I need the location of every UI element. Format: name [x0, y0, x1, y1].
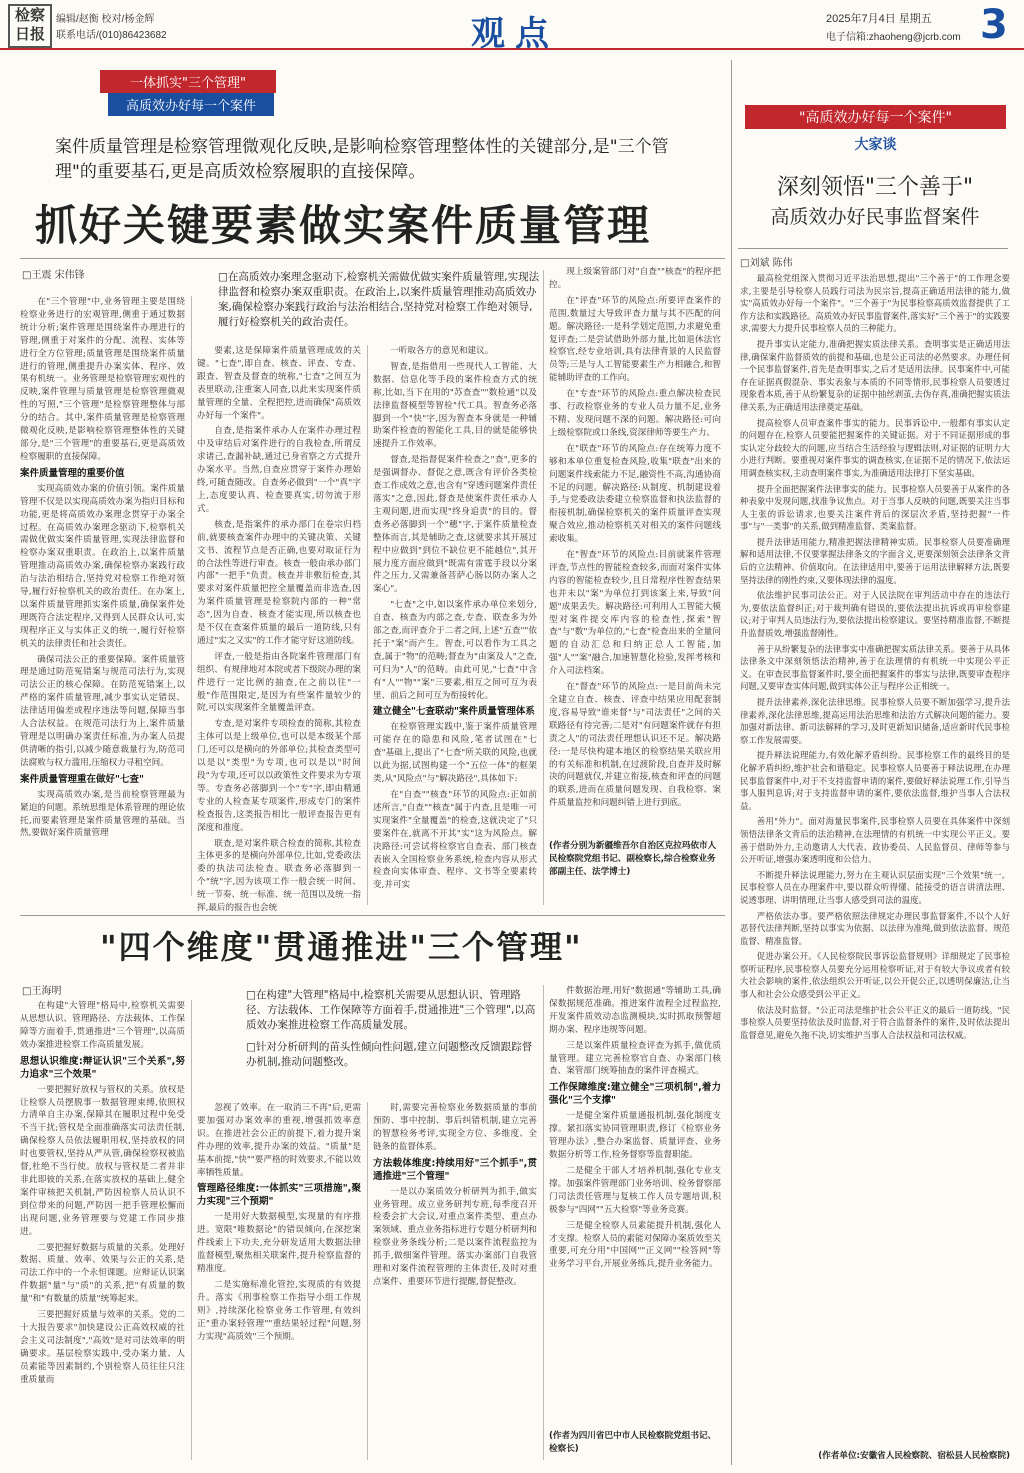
paragraph: "七查"之中,如以案件承办单位来划分,自查、核查为内部之查,专查、联查多为外部之查,而评查介于二者之间,上述"五查""依托于"案"而产生。智查,可以看作为工具之查,属于"物"的范畴;督查为"由案及人"之查,可归为"人"的范畴。由此可见,"七查"中含有"人""物""案"三要素,相互之间可互为表里、前后之间可互为衔接转化。 [373, 600, 537, 701]
paragraph: 严格依法办事。要严格依照法律规定办理民事监督案件,不以个人好恶替代法律判断,坚持以事实为依据、以法律为准绳,做到依法监督、规范监督、精准监督。 [740, 910, 1010, 946]
divider [20, 258, 725, 259]
paragraph: 一是健全案件质量通报机制,强化制度支撑。紧扣落实协同管理职责,修订《检察业务管理办法》,整合办案监督、质量评查、业务数据分析等工作,检务督察等监督职能。 [549, 1111, 721, 1161]
article1-abstract: □在高质效办案理念驱动下,检察机关需做优做实案件质量管理,实现法律监督和检察办案双重职责。在政治上,以案件质量管理推动高质效办案,确保检察办案践行政治与法治相结合,坚持党对检察工作绝对领导,履行好检察机关的政治责任。 [218, 271, 540, 328]
column-rule [367, 1102, 368, 1460]
article2-column-3 [373, 1102, 537, 1460]
article2-author-note: (作者为四川省巴中市人民检察院党组书记、检察长) [549, 1431, 717, 1454]
paragraph: 件数据治理,用好"数据通"等辅助工具,确保数据规范准确。推进案件流程全过程监控,开发案件质效动态监测模块,实时抓取预警超期办案、程序违规等问题。 [549, 986, 721, 1035]
subheading: 建立健全"七查联动"案件质量管理体系 [373, 706, 535, 718]
column-rule [367, 345, 368, 905]
paragraph: 忽视了效率。在一取消三不再"后,更需要加强对办案效率的重视,增强抓效率意识。在推进社会公正的前提下,着力提升案件办理的效率,提升办案的效益。"质量"是基本前提,"快""要严格的时效要求,不能以效率牺牲质量。 [197, 1103, 361, 1178]
article1-headline: 抓好关键要素做实案件质量管理 [35, 201, 652, 250]
paragraph: 提升法律适用能力,精准把握法律精神实质。民事检察人员要准确理解和适用法律,不仅要掌握法律条文的字面含义,更要深刻领会法律条文背后的立法精神、价值取向。在法律适用中,要善于运用法律解释方法,既要坚持法律的刚性约束,又要体现法律的温度。 [740, 536, 1010, 585]
paragraph: 二要把握好数据与质量的关系。处理好数据、质量、效率、效果与公正的关系,是司法工作中的一个永恒课题。应辩证认识案件数据"量"与"质"的关系,把"有质量的数量"和"有数量的质量"统筹起来。 [20, 1242, 185, 1305]
article2-abstract-1: □在构建"大管理"格局中,检察机关需要从思想认识、管理路径、方法载体、工作保障等方面着手,贯通推进"三个管理",以高质效办案推进检察工作高质量发展。 [246, 989, 536, 1031]
paragraph: 专查,是对案件专项检查的简称,其检查主体可以是上级单位,也可以是本级某个部门,还可以是横向的外部单位;其检查类型可以是以"类型"为专项,也可以是以"时间段"为专项,还可以以政策性文件要求为专项等。专查务必落脚到一个"专"字,即由精通专业的人检查某专项案件,形成专门的案件检查报告,这类报告相比一般评查报告更有深度和准度。 [197, 719, 361, 833]
paragraph: 善于从纷繁复杂的法律事实中准确把握实质法律关系。要善于从具体法律条文中深刻领悟法治精神,善于在法理情的有机统一中实现公平正义。在审查民事监督案件时,要全面把握案件的事实与法律,既要审查程序问题,又要审查实体问题,做到实体公正与程序公正相统一。 [740, 643, 1010, 692]
paragraph: 在构建"大管理"格局中,检察机关需要从思想认识、管理路径、方法载体、工作保障等方面着手,贯通推进"三个管理",以高质效办案推进检察工作高质量发展。 [20, 1001, 185, 1050]
kicker-bottom: 高质效办好每一个案件 [108, 93, 274, 116]
paragraph: 在"智查"环节的风险点:目前就案件管理评查,节点性的智能检查较多,而面对案件实体内容的智能检查较少,且日常程序性智查结果也并未以"案"为单位打到该案上来,导致"问题"成果丢失。解决路径:可利用人工智能大模型对案件提交库内容的检查性,探索"智查"与"数"为单位的,"七查"检查出来的全量问题的自动汇总和归纳正总人工智能,加强"人""案"融合,加速智慧化检验,发挥考核和介入司法档案。 [549, 550, 721, 677]
article1-column-2 [197, 345, 361, 914]
email-line: 电子信箱:zhaoheng@jcrb.com [826, 32, 961, 43]
article2-headline: "四个维度"贯通推进"三个管理" [100, 928, 583, 966]
article1-column-4 [549, 266, 721, 832]
column-rule [191, 296, 192, 896]
kicker-top: 一体抓实"三个管理" [100, 70, 276, 93]
paragraph: 一听取各方的意见和建议。 [390, 346, 494, 356]
sidebar-rule [731, 60, 732, 1465]
paragraph: 时,需要完善检察业务数据质量的事前预防、事中控制、事后纠错机制,建立完善的智慧检务考评,实现全方位、多维度、全链条的监督体系。 [373, 1103, 537, 1152]
paragraph: 三是健全检察人员素能提升机制,强化人才支撑。检察人员的素能对保障办案质效至关重要,可充分用"中国网""正义网""检答网"等业务学习平台,开展业务练兵,提升业务能力。 [549, 1220, 721, 1270]
paragraph: 提升全面把握案件法律事实的能力。民事检察人员要善于从案件的各种表象中发现问题,找准争议焦点。对于当事人反映的问题,既要关注当事人主张的诉讼请求,也要关注案件背后的深层次矛盾,坚持把握"一件事"与"一类事"的关系,做到精准监督、类案监督。 [740, 483, 1010, 532]
sidebar-author-note: (作者单位:安徽省人民检察院、宿松县人民检察院) [818, 1451, 1010, 1461]
subheading: 思想认识维度:辩证认识"三个关系",努力追求"三个效果" [20, 1055, 185, 1080]
article1-column-3 [373, 345, 537, 905]
article2-column-4 [549, 985, 721, 1425]
paragraph: 二是实施标准化管控,实现质的有效提升。落实《刑事检察工作指导小组工作规则》,持续深化检察业务工作管理,有效纠正"重办案轻管理""重结果轻过程"问题,努力实现"高质效"三个预期。 [197, 1279, 361, 1342]
paragraph: 在"自查""核查"环节的风险点:正如前述所言,"自查""核查"属于内查,且是唯一可实现案件"全量覆盖"的检查,这就决定了"只要案件在,就离不开其"实"这为风险点。解决路径:可尝试将检察官自查表、部门核查表嵌入全国检察业务系统,检查内容从形式检查向实体审查、程序、文书等全要素转变,并可实 [373, 790, 537, 891]
paragraph: 实现高质效办案的价值引领。案件质量管理不仅是以实现高质效办案为指归目标和功能,更是将高质效办案理念贯穿于办案全过程。在高质效办案理念驱动下,检察机关需做优做实案件质量管理,实现法律监督和检察办案双重职责。在政治上,以案件质量管理推动高质效办案,确保检察办案践行政治与法治相结合,坚持党对检察工作绝对领导,履行好检察机关的政治责任。在办案上,以案件质量管理抓实案件质量,确保案件处理既符合法定程序,又得到人民群众认可,实现程序正义与实体正义的统一,履行好检察机关的法律责任和社会责任。 [20, 483, 185, 649]
article1-column-1 [20, 296, 185, 906]
paragraph: 一是用好大数据模型,实现量的有序推进。宽限"唯数据论"的错误倾向,在深挖案件线索上下功夫,充分研发适用大数据法律监督模型,聚焦相关联案件,提升检察监督的精准度。 [197, 1212, 361, 1275]
article1-lead: 案件质量管理是检察管理微观化反映,是影响检察管理整体性的关键部分,是"三个管理"的重要基石,更是高质效检察履职的直接保障。 [55, 137, 669, 182]
paragraph: 二是健全干部人才培养机制,强化专业支撑。加强案件管理部门业务培训、检务督察部门司法责任管理与复核工作人员专题培训,积极参与"四网""五大检察"等业务竞赛。 [549, 1165, 721, 1215]
paragraph: 善用"外力"。面对海量民事案件,民事检察人员要在具体案件中深刻领悟法律条文背后的法治精神,在法理情的有机统一中实现公平正义。要善于借助外力,主动邀请人大代表、政协委员、人民监督员、律师等参与公开听证,增强办案透明度和公信力。 [740, 816, 1010, 865]
paragraph: 督查,是指督促案件检查之"查",更多的是强调督办、督促之意,既含有评价各类检查工作成效之意,也含有"穿透问题案件责任落实"之意,因此,督查是使案件责任承办人主观问题,进而实现"终身追责"的目的。督查务必落脚到一个"穗"字,于案件质量检查整体而言,其是辅助之查,这就要求其开展过程中应做到"到位不缺位更不能越位",其开展力度方面应做到"既需有雷霆手段以分案件之压力,又需兼备菩萨心肠以防办案人之案心"。 [373, 455, 537, 595]
divider [738, 248, 1008, 249]
subheading: 方法载体维度:持续用好"三个抓手",贯通推进"三个管理" [373, 1157, 537, 1182]
sidebar-kicker-top: "高质效办好每一个案件" [745, 105, 1006, 129]
paragraph: 三是以案件质量检查评查为抓手,做优质量管理。建立完善检察官自查、办案部门核查、案管部门统筹抽查的案件评查模式。 [549, 1040, 721, 1077]
paragraph: 提高检察人员审查案件事实的能力。民事诉讼中,一般都有事实认定的问题存在,检察人员要能把握案件的关键证据。对于不同证据形成的事实认定分歧较大的问题,应当结合生活经验与逻辑法则,对证据的证明力大小进行判断。要重视对案件事实的调查核实,在证据不足的情况下,依法运用调查核实权,主动查明案件事实,为准确适用法律打下坚实基础。 [740, 417, 1010, 478]
page-number: 3 [980, 2, 1008, 48]
paragraph: 确保司法公正的重要保障。案件质量管理是通过防范冤错案与规范司法行为,实现司法公正的核心保障。在防范冤错案上,以严格的案件质量管理,减少事实认定错误、法律适用偏差或程序违法等问题,保障当事人合法权益。在规范司法行为上,案件质量管理是以明确办案责任标准,为办案人员提供清晰的指引,以减少随意裁量行为,防范司法腐败与权力滥用,压缩权力寻租空间。 [20, 654, 185, 768]
subheading: 管理路径维度:一体抓实"三项措施",聚力实现"三个预期" [197, 1183, 361, 1208]
article2-abstract-2: □针对分析研判的苗头性倾向性问题,建立问题整改反馈跟踪督办机制,推动问题整改。 [246, 1041, 533, 1068]
paragraph: 不断提升释法说理能力,努力在主观认识层面实现"三个效果"统一。民事检察人员在办理案件中,要以群众听得懂、能接受的语言讲清法理、说透事理、讲明情理,让当事人感受到司法的温度。 [740, 869, 1010, 905]
column-rule [191, 1000, 192, 1460]
paragraph: 在"专查"环节的风险点:重点解决检查民事、行政检察业务的专业人员力量不足,业务不精、发现问题不深的问题。解决路径:可向上级检察院或口条线,资深律师等要生产力。 [549, 389, 721, 438]
paragraph: 一要把握好放权与管权的关系。放权是让检察人员摆脱事一数据管理束缚,依照权力清单自主办案,保障其在履职过程中免受不当干扰;管权是全面准确落实司法责任制,确保检察人员依法履职用权,坚持放权的同时也要管权,坚持从严从管,确保检察权被监督,杜绝不当行使。放权与管权是二者并非非此即彼的关系,在落实放权的基础上,健全案件审核把关机制,严防因检察人员认识不到位带来的问题,严防因一把手管理松懈而出现问题,业务管理要与党建工作同步推进。 [20, 1084, 185, 1237]
subheading: 工作保障维度:建立健全"三项机制",着力强化"三个支撑" [549, 1082, 721, 1107]
paragraph: 自查,是指案件承办人在案件办理过程中及审结后对案件进行的自我检查,所谓反求诸己,查漏补缺,通过已身省察之方式提升办案水平。当然,自查应贯穿于案件办理始终,可随查随改。自查务必做到"一个"真"字上,态度要认真、检查要真实,切勿流于形式。 [197, 426, 361, 514]
article2-column-2 [197, 1102, 361, 1460]
paragraph: 在"评查"环节的风险点:所要评查案件的范围,数量过大导致评查力量与其不匹配的问题。解决路径:一是科学划定范围,力求避免重复评查;二是尝试借助外部力量,比如退休法官检察官,经专业培训,具有法律背景的人民监督员等;三是与人工智能要素生产力相融合,和智能辅助评查的工作向。 [549, 295, 721, 384]
sidebar-body [740, 272, 1010, 1442]
paragraph: 促进办案公开。《人民检察院民事诉讼监督规则》详细规定了民事检察听证程序,民事检察人员要充分运用检察听证,对于有较大争议或者有较大社会影响的案件,依法组织公开听证,以公开促公正,以透明保廉洁,让当事人和社会公众感受到公平正义。 [740, 951, 1010, 1000]
article2-byline: □王海明 [22, 986, 62, 997]
section-title: 观点 [471, 14, 559, 54]
paragraph: 在"三个管理"中,业务管理主要是围绕检察业务进行的宏观管理,侧重于通过数据统计分析;案件管理是围绕案件办理进行的管理,侧重于对案件的分配、流程、实体等进行全方位管理;质量管理是围绕案件质量进行的管理,侧重提升办案实体、程序、效果有机统一。业务管理是检察管理宏观性的反映,案件管理与质量管理是检察管理微观性的写照,"三个管理"是检察管理整体与部分的结合。其中,案件质量管理是检察管理微观化反映,是影响检察管理整体性的关键部分,是"三个管理"的重要基石,更是高质效检察履职的直接保障。 [20, 297, 185, 462]
paragraph: 提升法律素养,深化法律思维。民事检察人员要不断加强学习,提升法律素养,深化法律思维,提高运用法治思维和法治方式解决问题的能力。要加强对新法律、新司法解释的学习,及时更新知识储备,适应新时代民事检察工作发展需要。 [740, 697, 1010, 745]
paragraph: 提升释法说理能力,有效化解矛盾纠纷。民事检察工作的最终目的是化解矛盾纠纷,维护社会和谐稳定。民事检察人员要善于释法说理,在办理民事监督案件中,对于不支持监督申请的案件,要做好释法说理工作,引导当事人服判息诉;对于支持监督申请的案件,要依法监督,维护当事人合法权益。 [740, 750, 1010, 811]
paragraph: 智查,是指借用一些现代人工智能、大数据、信息化等手段的案件检查方式的统称,比如,当下在用的"苏查查""数检通"以及法律监督模型等智检"代工具。智查务必落脚到一个"快"字,因为智查本身就是一种辅助案件检查的智能化工具,目的就是能够快速提升工作效率。 [373, 361, 537, 450]
paragraph: 最高检党组深入贯彻习近平法治思想,提出"三个善于"的工作理念要求,主要是引导检察人员践行司法为民宗旨,提高正确适用法律的能力,做实"高质效办好每一个案件"。"三个善于"为民事检察高质效监督提供了工作方法和实践路径。高质效办好民事监督案件,落实好"三个善于"的实践要求,需要大力提升民事检察人员的三种能力。 [740, 273, 1010, 334]
paragraph: 在"督查"环节的风险点:一是目前尚未完全建立自查、核查、评查中结果应用配套制度,容易导致"谁来督"与"司法责任"之间的关联路径有待完善;二是对"有问题案件就存有担责之人"的司法责任理想认识还不足。解决路径:一是尽快构建本地区的检察结果关联应用的有关标准和机制,在过渡阶段,自查并及时解决的问题就仅,并建立衔接,核查和评查的问题的联系,进而在质量问题发现、自我检察、案件质量监控和问题纠错上进行到底。 [549, 682, 721, 809]
sidebar-byline: □刘斌 陈伟 [740, 258, 793, 269]
subheading: 案件质量管理的重要价值 [20, 467, 125, 479]
editors-line: 编辑/赵衡 校对/杨金辉 [56, 14, 155, 25]
subheading: 案件质量管理重在做好"七查" [20, 773, 144, 785]
paragraph: 依法及时监督。"公正司法是维护社会公平正义的最后一道防线。"民事检察人员要坚持依法及时监督,对于符合监督条件的案件,及时依法提出监督意见,避免久拖不决,切实维护当事人合法权益和司法权威。 [740, 1004, 1010, 1040]
paragraph: 现上级案管部门对"自查""核查"的程序把控。 [549, 267, 721, 290]
paragraph: 联查,是对案件联合检查的简称,其检查主体更多的是横向外部单位,比如,党委政法委的执法司法检查。联查务必落脚到一个"统"字,因为该项工作一般会统一时间、统一节奏、统一标准、统一范围以及统一指挥,最后的报告也会统 [197, 838, 361, 914]
paragraph: 在检察管理实践中,鉴于案件质量管理可能存在的隐患和风险,笔者试图在"七查"基础上,提出了"七查"所关联的风险,也就以此为据,试图构建一个"五位一体"的框架类,从"风险点"与"解决路径",具体如下: [373, 722, 537, 785]
sidebar-kicker-bottom: 大家谈 [854, 137, 897, 153]
column-rule [543, 985, 544, 1460]
paragraph: 实现高质效办案,是当前检察管理最为紧迫的问题。系统思维是体系管理的理论依托,而要素管理是案件质量管理的基础。当然,要做好案件质量管理 [20, 789, 185, 839]
article1-byline: □王震 宋伟锋 [22, 270, 85, 281]
paragraph: 核查,是指案件的承办部门在卷宗归档前,就要核查案件办理中的关键决策、关键文书、流程节点是否正确,也要对取证行为的合法性等进行审查。核查一般由承办部门内部"一把手"负责。核查并非敷衍检查,其要求对案件质量把控全量覆盖而非选查,因为案件质量管理是检察院内部的一种"常态",因为自查、核查才能实现,所以核查也是不仅在查案件质量的最后一道防线,只有通过"实之又实"的工作才能守好这道防线。 [197, 519, 361, 646]
divider [20, 915, 725, 916]
article1-author-note: (作者分别为新疆维吾尔自治区克拉玛依市人民检察院党组书记、副检察长,综合检察业务部副主任、法学博士) [549, 841, 717, 877]
paragraph: 要素,这是保障案件质量管理成效的关键。"七查",即自查、核查、评查、专查、跟查、智查及督查的统称,"七查"之间互为表里联动,注重案人同查,以此来实现案件质量管理的全量、全程把控,进而确保"高质效办好每一个案件"。 [197, 346, 361, 421]
paragraph: 三要把握好质量与效率的关系。党的二十大报告要求"加快建设公正高效权威的社会主义司法制度","高效"是对司法效率的明确要求。基层检察实践中,受办案力量、人员素能等因素制约,个别检察人员往往只注重质量而 [20, 1310, 185, 1385]
sidebar-headline-2: 高质效办好民事监督案件 [770, 206, 980, 228]
paragraph: 评查,一般是指由各院案件管理部门有组织、有规律地对本院或者下级院办理的案件进行一定比例的抽查,在之前以往"一般"作范围限定,是因为有些案件量较少的院,可以实现案件全量覆盖评查。 [197, 651, 361, 714]
newspaper-logo: 检察日报 [8, 4, 52, 48]
paragraph: 依法维护民事司法公正。对于人民法院在审判活动中存在的违法行为,要依法监督纠正;对于裁判确有错误的,要依法提出抗诉或再审检察建议;对于审判人员违法行为,要依法提出检察建议。要坚持精准监督,不断提升监督质效,增强监督刚性。 [740, 590, 1010, 639]
article2-column-1 [20, 1000, 185, 1460]
paragraph: 在"联查"环节的风险点:存在统筹力度不够和本单位重复检查风险,收集"联查"出来的问题案件线索能力不足,融资性不高,沟通协商不足的问题。解决路径:从制度、机制建设着手,与党委政法委建立检察监督和执法监督的衔接机制,确保检察机关的案件质量评查实现聚合效应,推动检察机关对相关的案件问题线索收集。 [549, 443, 721, 545]
phone-line: 联系电话/(010)86423682 [56, 30, 167, 41]
sidebar-headline-1: 深刻领悟"三个善于" [776, 175, 974, 200]
column-rule [543, 270, 544, 905]
date-line: 2025年7月4日 星期五 [826, 13, 932, 25]
paragraph: 提升事实认定能力,准确把握实质法律关系。查明事实是正确适用法律,确保案件监督质效的前提和基础,也是公正司法的必然要求。办理任何一个民事监督案件,首先是查明事实,之后才是适用法律。民事案件中,可能存在证据真假混杂、事实表象与本质的不同等情形,民事检察人员要透过现象看本质,善于从纷繁复杂的证据中抽丝剥茧,去伪存真,准确把握实质法律关系,为正确适用法律奠定基础。 [740, 338, 1010, 412]
paragraph: 一是以办案质效分析研判为抓手,做实业务管理。成立业务研判专班,每季度召开检委会扩大会议,对重点案件类型、重点办案领域、重点业务指标进行专题分析研判和检察业务条线分析;二是以案件流程监控为抓手,做细案件管理。落实办案部门自我管理和对案件流程管理的主体责任,及时对重点案件、重要环节进行提醒,督促整改。 [373, 1186, 537, 1287]
